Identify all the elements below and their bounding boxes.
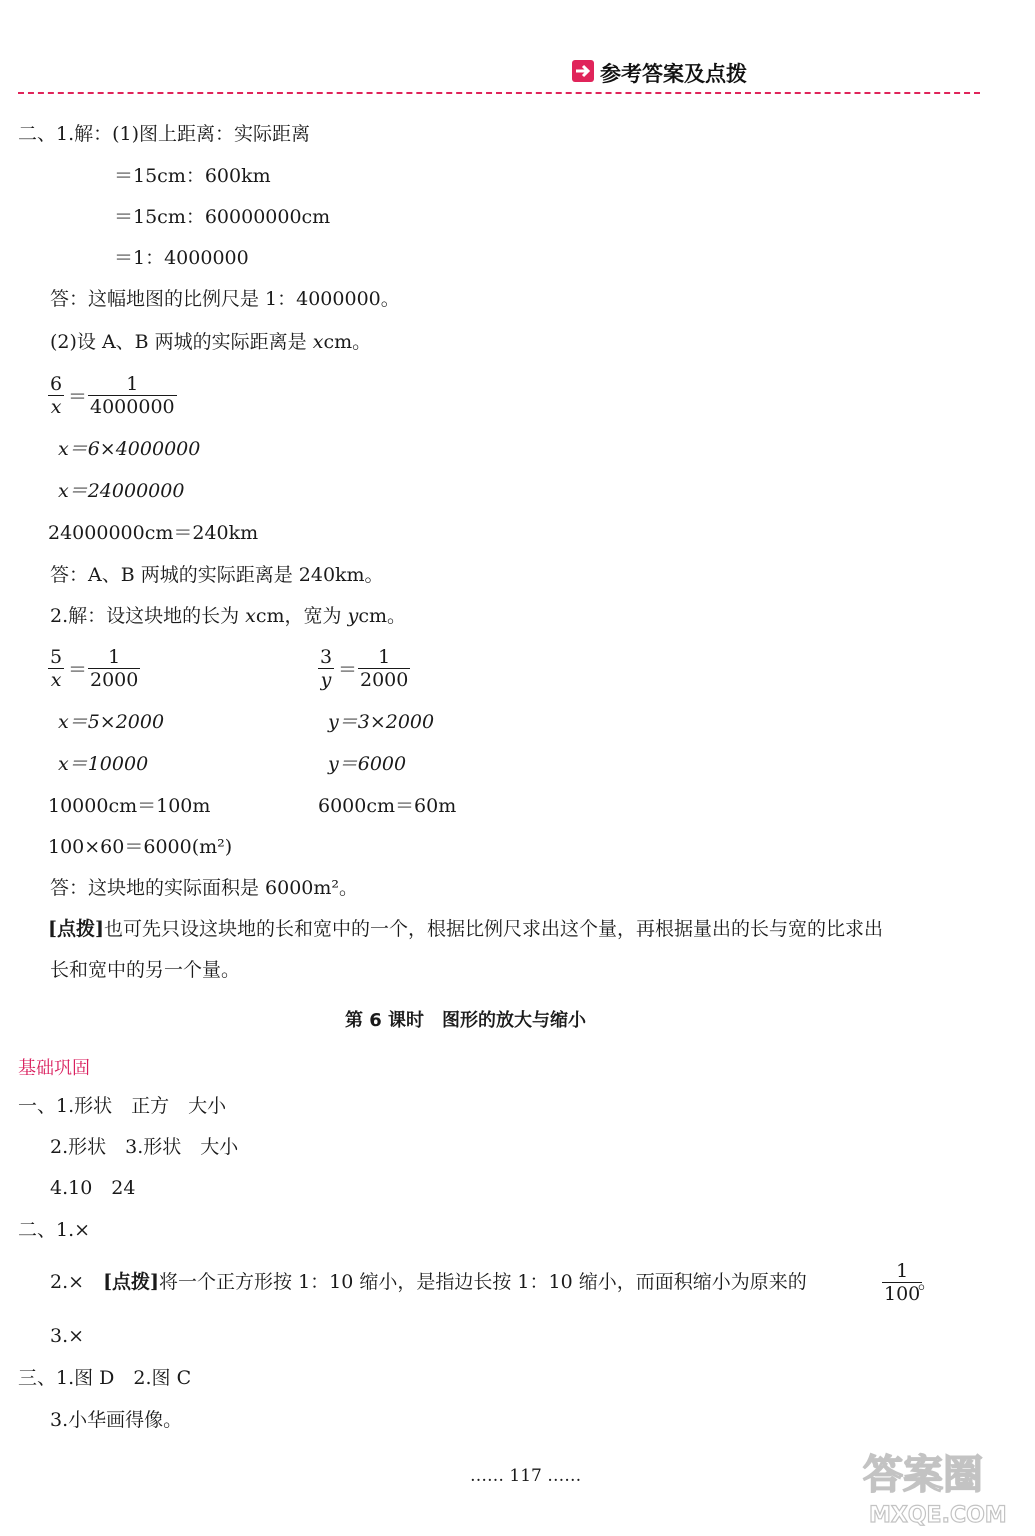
period: 。 [918,1271,938,1293]
answer-line: 2.形状 3.形状 大小 [50,1136,239,1158]
answer-line: ＝1：4000000 [114,247,249,269]
answer-line: ＝15cm：60000000cm [114,206,331,228]
fraction: 1 2000 [360,646,409,691]
answer-line: 3.小华画得像。 [50,1409,183,1431]
tip-line: 长和宽中的另一个量。 [50,959,241,981]
header-divider [18,92,980,94]
answer-line: 4.10 24 [50,1177,136,1199]
equals-sign: ＝ [68,659,88,681]
answer-line: x＝6×4000000 [58,438,201,460]
section-heading: 基础巩固 [18,1058,90,1079]
arrow-icon [572,60,594,82]
svg-text:MXQE.COM: MXQE.COM [869,1503,1007,1528]
answer-line: ＝15cm：600km [114,165,271,187]
answer-line: 3.× [50,1325,85,1347]
watermark-logo [855,1440,1025,1530]
fraction: 1 100 [884,1260,921,1305]
answer-line: 二、1.× [18,1219,91,1241]
answer-line: x＝5×2000 [58,711,165,733]
fraction: 5 x [50,646,63,691]
answer-line: 三、1.图 D 2.图 C [18,1367,192,1389]
fraction: 1 2000 [90,646,139,691]
answer-line: x＝24000000 [58,480,185,502]
fraction: 6 x [50,373,63,418]
equals-sign: ＝ [68,386,88,408]
answer-line: 24000000cm＝240km [48,522,259,544]
tip-line: [点拨]也可先只设这块地的长和宽中的一个，根据比例尺求出这个量，再根据量出的长与宽的比求出 [48,918,883,940]
tip-tag: [点拨] [103,1271,160,1293]
answer-line: y＝6000 [328,753,407,775]
answer-line: 10000cm＝100m [48,795,211,817]
answer-line: 答：这块地的实际面积是 6000m²。 [50,877,359,899]
lesson-title: 第 6 课时 图形的放大与缩小 [345,1010,587,1031]
answer-line: y＝3×2000 [328,711,435,733]
answer-line: 6000cm＝60m [318,795,457,817]
svg-text:答案圈: 答案圈 [863,1452,983,1498]
answer-line: 一、1.形状 正方 大小 [18,1095,227,1117]
fraction: 3 y [320,646,333,691]
answer-line: 答：这幅地图的比例尺是 1：4000000。 [50,288,400,310]
answer-line: (2)设 A、B 两城的实际距离是 xcm。 [50,331,372,353]
answer-line: 2.× [点拨]将一个正方形按 1：10 缩小，是指边长按 1：10 缩小，而面积缩小为原来的 [50,1271,807,1293]
answer-line: 2.解：设这块地的长为 xcm，宽为 ycm。 [50,605,406,627]
fraction: 1 4000000 [90,373,175,418]
header-title: 参考答案及点拨 [600,62,747,86]
answer-line: 二、1.解：(1)图上距离：实际距离 [18,123,311,145]
answer-line: 100×60＝6000(m²) [48,836,233,858]
equals-sign: ＝ [338,659,358,681]
page-number: …… 117 …… [470,1466,582,1486]
answer-line: x＝10000 [58,753,149,775]
answer-line: 答：A、B 两城的实际距离是 240km。 [50,564,384,586]
tip-tag: [点拨] [48,918,104,940]
